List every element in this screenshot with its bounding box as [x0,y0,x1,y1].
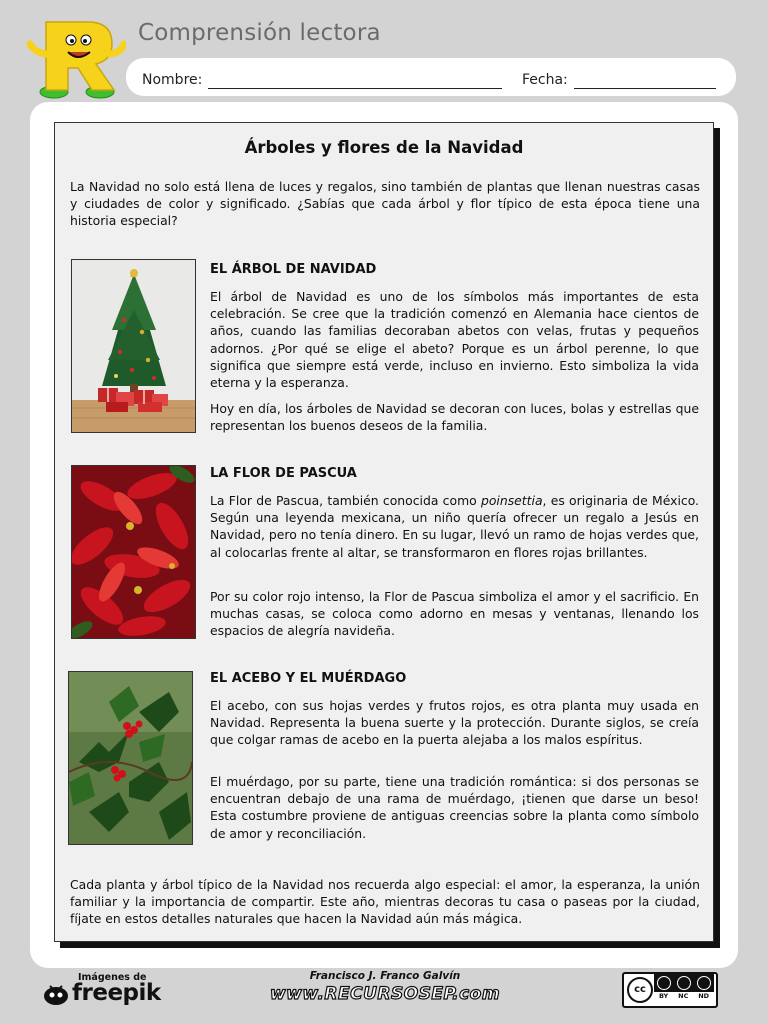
letter-r-mascot-icon [26,16,126,100]
article-title: Árboles y flores de la Navidad [244,138,524,157]
article-intro: La Navidad no solo está llena de luces y regalos, sino también de plantas que llenan nuestras casas y ciudades de color y significado. ¿Sabías que cada árbol y flor típico de esta época tiene una historia especial? [70,179,700,229]
license-labels: BY NC ND [658,992,710,1000]
images-credit-label: Imágenes de [78,972,147,983]
poinsettia-image [71,465,196,639]
section-holly-paragraph-1: El acebo, con sus hojas verdes y frutos rojos, es otra planta muy usada en Navidad. Representa la buena suerte y la protección. Durante siglos, se creía que colgar ramas de acebo en la puerta alejaba a los malos espíritus. [210,698,699,748]
author-name: Francisco J. Franco Galvín [309,970,461,982]
nc-icon [677,976,691,990]
section-heading-tree: EL ÁRBOL DE NAVIDAD [210,262,377,277]
article-closing: Cada planta y árbol típico de la Navidad nos recuerda algo especial: el amor, la esperanza, la unión familiar y la importancia de compartir. Este año, mientras decoras tu casa o paseas por la ciudad, fíjate en estos detalles naturales que hacen la Navidad aún más mágica. [70,877,700,927]
name-field[interactable] [208,88,502,89]
section-heading-holly: EL ACEBO Y EL MUÉRDAGO [210,671,407,686]
freepik-logo-icon [42,982,70,1006]
license-symbols [654,974,714,992]
section-heading-poinsettia: LA FLOR DE PASCUA [210,466,357,481]
date-field[interactable] [574,88,716,89]
name-date-bar [126,58,736,96]
section-tree-paragraph-1: El árbol de Navidad es uno de los símbolos más importantes de esta celebración. Se cree que la tradición comenzó en Alemania hace cientos de años, cuando las familias decoraban abetos con velas, frutas y pequeños adornos. ¿Por qué se elige el abeto? Porque es un árbol perenne, lo que significa que siempre está verde, incluso en invierno. Esto simboliza la vida eterna y la esperanza. [210,289,699,391]
section-holly-paragraph-2: El muérdago, por su parte, tiene una tradición romántica: si dos personas se encuentran debajo de una rama de muérdago, ¡tienen que darse un beso! Esta costumbre proviene de antiguas creencias sobre la planta como símbolo de amor y reconciliación. [210,774,699,841]
christmas-tree-image [71,259,196,433]
section-poinsettia-paragraph-2: Por su color rojo intenso, la Flor de Pascua simboliza el amor y el sacrificio. En muchas casas, se coloca como adorno en mesas y ventanas, llenando los espacios de alegría navideña. [210,589,699,639]
section-tree-paragraph-2: Hoy en día, los árboles de Navidad se decoran con luces, bolas y estrellas que representan los buenos deseos de la familia. [210,401,699,434]
creative-commons-icon[interactable] [622,972,718,1008]
nd-icon [697,976,711,990]
by-icon [657,976,671,990]
holly-image [68,671,193,845]
date-label: Fecha: [522,72,568,88]
cc-badge: cc [627,977,653,1003]
section-poinsettia-paragraph-1: La Flor de Pascua, también conocida como poinsettia, es originaria de México. Según una leyenda mexicana, un niño quería ofrecer un regalo a Jesús en Navidad, pero no tenía dinero. En su lugar, llevó un ramo de hojas verdes que, al colocarlas frente al altar, se transformaron en flores rojas brillantes. [210,493,699,560]
freepik-link[interactable]: freepik [72,980,161,1006]
website-link[interactable]: www.RECURSOSEP.com [269,984,501,1004]
page-title: Comprensión lectora [138,20,381,46]
name-label: Nombre: [142,72,203,88]
